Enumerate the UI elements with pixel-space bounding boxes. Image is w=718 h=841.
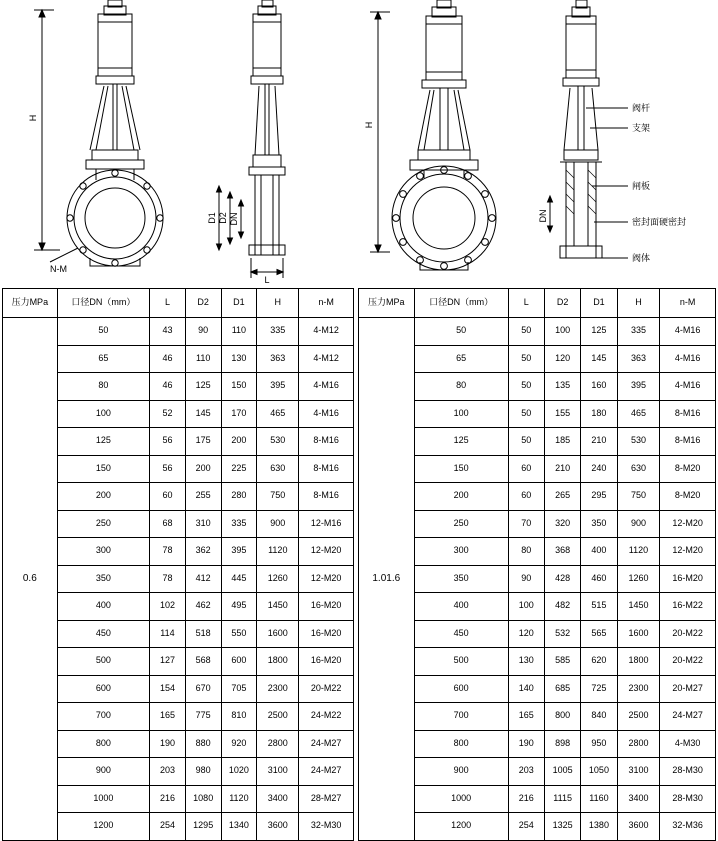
cell-l: 80 [508,538,544,566]
cell-d1: 180 [581,400,617,428]
cell-nm: 4-M30 [660,730,716,758]
cell-nm: 28-M30 [660,785,716,813]
cell-dn: 1200 [414,813,508,841]
cell-d1: 125 [581,318,617,346]
cell-nm: 32-M30 [299,813,354,841]
cell-dn: 700 [414,703,508,731]
cell-h: 3400 [257,785,299,813]
cell-d1: 400 [581,538,617,566]
cell-h: 530 [617,428,660,456]
cell-d1: 160 [581,373,617,401]
cell-h: 465 [257,400,299,428]
svg-text:H: H [28,114,38,122]
cell-nm: 20-M22 [299,675,354,703]
cell-dn: 150 [414,455,508,483]
cell-d2: 90 [185,318,221,346]
svg-text:N-M: N-M [50,264,67,274]
cell-d1: 1020 [221,758,257,786]
cell-h: 2500 [257,703,299,731]
cell-nm: 24-M27 [660,703,716,731]
cell-nm: 4-M16 [660,345,716,373]
cell-dn: 350 [414,565,508,593]
cell-d1: 1340 [221,813,257,841]
cell-l: 60 [508,483,544,511]
cell-h: 2500 [617,703,660,731]
cell-l: 190 [150,730,186,758]
cell-dn: 800 [57,730,149,758]
cell-dn: 800 [414,730,508,758]
cell-l: 43 [150,318,186,346]
cell-d2: 145 [185,400,221,428]
table-body-right [359,318,716,841]
cell-d2: 1005 [544,758,580,786]
cell-l: 90 [508,565,544,593]
th-d2: D2 [185,289,221,318]
svg-text:密封面硬密封: 密封面硬密封 [632,217,687,227]
th-l: L [508,289,544,318]
cell-nm: 16-M20 [660,565,716,593]
cell-dn: 1000 [57,785,149,813]
th-l: L [150,289,186,318]
svg-text:支架: 支架 [632,123,651,133]
cell-d1: 170 [221,400,257,428]
th-h: H [257,289,299,318]
cell-d2: 185 [544,428,580,456]
th-pressure: 压力MPa [359,289,415,318]
cell-d1: 920 [221,730,257,758]
cell-d1: 1050 [581,758,617,786]
cell-d1: 335 [221,510,257,538]
cell-nm: 32-M36 [660,813,716,841]
cell-nm: 8-M16 [299,455,354,483]
pressure-cell: 1.01.6 [359,318,415,841]
cell-l: 50 [508,318,544,346]
cell-h: 900 [617,510,660,538]
cell-h: 3100 [257,758,299,786]
cell-h: 1120 [257,538,299,566]
cell-d2: 110 [185,345,221,373]
cell-d2: 462 [185,593,221,621]
cell-nm: 4-M16 [299,400,354,428]
cell-dn: 65 [414,345,508,373]
cell-d2: 585 [544,648,580,676]
cell-nm: 28-M30 [660,758,716,786]
cell-h: 3600 [617,813,660,841]
cell-d2: 255 [185,483,221,511]
cell-l: 154 [150,675,186,703]
cell-h: 1260 [617,565,660,593]
cell-l: 50 [508,345,544,373]
cell-h: 630 [257,455,299,483]
cell-d1: 515 [581,593,617,621]
cell-d1: 705 [221,675,257,703]
cell-h: 3100 [617,758,660,786]
cell-h: 395 [257,373,299,401]
th-dn: 口径DN（mm） [414,289,508,318]
cell-h: 3400 [617,785,660,813]
cell-d2: 1295 [185,813,221,841]
cell-l: 216 [508,785,544,813]
svg-text:DN: DN [538,209,548,223]
cell-dn: 300 [57,538,149,566]
cell-l: 52 [150,400,186,428]
cell-l: 114 [150,620,186,648]
cell-nm: 8-M16 [660,428,716,456]
cell-d2: 125 [185,373,221,401]
cell-d2: 175 [185,428,221,456]
cell-dn: 700 [57,703,149,731]
cell-l: 100 [508,593,544,621]
table-header-row [359,289,716,318]
cell-l: 120 [508,620,544,648]
cell-d2: 368 [544,538,580,566]
cell-l: 203 [508,758,544,786]
cell-d2: 1325 [544,813,580,841]
cell-nm: 20-M22 [660,620,716,648]
cell-dn: 125 [414,428,508,456]
cell-d1: 445 [221,565,257,593]
cell-l: 78 [150,538,186,566]
th-nm: n-M [660,289,716,318]
cell-dn: 600 [414,675,508,703]
cell-d2: 482 [544,593,580,621]
cell-l: 50 [508,428,544,456]
cell-d2: 135 [544,373,580,401]
cell-l: 165 [150,703,186,731]
cell-d1: 395 [221,538,257,566]
cell-dn: 500 [414,648,508,676]
cell-nm: 4-M16 [660,373,716,401]
cell-d1: 110 [221,318,257,346]
cell-h: 363 [257,345,299,373]
cell-d1: 810 [221,703,257,731]
cell-h: 3600 [257,813,299,841]
cell-nm: 4-M16 [660,318,716,346]
cell-dn: 125 [57,428,149,456]
cell-dn: 50 [414,318,508,346]
th-d2: D2 [544,289,580,318]
cell-nm: 16-M20 [299,593,354,621]
svg-text:L: L [264,275,270,285]
table-body-left [3,318,354,841]
cell-l: 102 [150,593,186,621]
cell-d1: 460 [581,565,617,593]
cell-h: 2800 [617,730,660,758]
cell-dn: 450 [414,620,508,648]
cell-dn: 300 [414,538,508,566]
cell-l: 68 [150,510,186,538]
th-nm: n-M [299,289,354,318]
cell-dn: 100 [414,400,508,428]
cell-h: 1600 [257,620,299,648]
cell-h: 335 [257,318,299,346]
svg-text:阀杆: 阀杆 [632,103,651,113]
cell-d2: 200 [185,455,221,483]
cell-d2: 800 [544,703,580,731]
table-row [359,318,716,346]
cell-d1: 1380 [581,813,617,841]
cell-nm: 8-M16 [299,428,354,456]
cell-d2: 532 [544,620,580,648]
cell-l: 127 [150,648,186,676]
th-dn: 口径DN（mm） [57,289,149,318]
cell-d2: 428 [544,565,580,593]
cell-d1: 280 [221,483,257,511]
cell-l: 46 [150,345,186,373]
cell-nm: 20-M22 [660,648,716,676]
cell-h: 900 [257,510,299,538]
cell-h: 750 [257,483,299,511]
cell-h: 1800 [257,648,299,676]
cell-d1: 1120 [221,785,257,813]
cell-nm: 8-M20 [660,483,716,511]
cell-l: 56 [150,455,186,483]
cell-h: 335 [617,318,660,346]
cell-d2: 980 [185,758,221,786]
cell-d1: 130 [221,345,257,373]
cell-nm: 12-M20 [299,565,354,593]
cell-dn: 150 [57,455,149,483]
valve-side-section-view [205,0,345,285]
cell-nm: 24-M27 [299,758,354,786]
cell-d2: 265 [544,483,580,511]
cell-d1: 840 [581,703,617,731]
svg-text:阀体: 阀体 [632,253,651,263]
cell-l: 190 [508,730,544,758]
cell-l: 254 [150,813,186,841]
cell-h: 2800 [257,730,299,758]
cell-h: 530 [257,428,299,456]
cell-nm: 4-M12 [299,345,354,373]
cell-d1: 240 [581,455,617,483]
cell-d2: 155 [544,400,580,428]
cell-dn: 200 [414,483,508,511]
cell-d1: 145 [581,345,617,373]
pressure-cell: 0.6 [3,318,58,841]
cell-dn: 400 [57,593,149,621]
svg-text:DN: DN [229,212,239,226]
cell-d2: 898 [544,730,580,758]
cell-dn: 500 [57,648,149,676]
cell-l: 46 [150,373,186,401]
cell-dn: 900 [57,758,149,786]
cell-dn: 900 [414,758,508,786]
cell-d1: 600 [221,648,257,676]
cell-d1: 495 [221,593,257,621]
cell-l: 203 [150,758,186,786]
cell-dn: 400 [414,593,508,621]
cell-nm: 16-M20 [299,620,354,648]
cell-d1: 150 [221,373,257,401]
cell-h: 1450 [617,593,660,621]
cell-nm: 16-M20 [299,648,354,676]
cell-dn: 250 [414,510,508,538]
cell-nm: 4-M16 [299,373,354,401]
cell-nm: 12-M20 [660,538,716,566]
cell-d1: 210 [581,428,617,456]
cell-h: 1260 [257,565,299,593]
cell-h: 630 [617,455,660,483]
valve-section-callout-view [528,0,718,285]
cell-nm: 16-M22 [660,593,716,621]
cell-d2: 100 [544,318,580,346]
table-row [3,318,354,346]
cell-h: 2300 [257,675,299,703]
cell-dn: 200 [57,483,149,511]
cell-d2: 568 [185,648,221,676]
cell-nm: 4-M12 [299,318,354,346]
cell-nm: 8-M16 [660,400,716,428]
th-h: H [617,289,660,318]
cell-dn: 600 [57,675,149,703]
cell-h: 1450 [257,593,299,621]
cell-d2: 320 [544,510,580,538]
cell-nm: 8-M16 [299,483,354,511]
cell-d1: 200 [221,428,257,456]
cell-l: 60 [150,483,186,511]
cell-dn: 65 [57,345,149,373]
cell-dn: 350 [57,565,149,593]
cell-dn: 1000 [414,785,508,813]
th-pressure: 压力MPa [3,289,58,318]
cell-d2: 880 [185,730,221,758]
cell-d2: 518 [185,620,221,648]
cell-d2: 412 [185,565,221,593]
cell-dn: 80 [57,373,149,401]
drawing-area [0,0,718,285]
cell-h: 1600 [617,620,660,648]
cell-d1: 950 [581,730,617,758]
cell-dn: 100 [57,400,149,428]
cell-d2: 1115 [544,785,580,813]
svg-text:D1: D1 [207,212,217,224]
cell-nm: 12-M20 [660,510,716,538]
cell-d1: 350 [581,510,617,538]
svg-text:闸板: 闸板 [632,181,651,191]
cell-l: 70 [508,510,544,538]
specification-tables [0,288,718,841]
cell-d2: 1080 [185,785,221,813]
spec-table-pn06 [2,288,354,841]
cell-d1: 295 [581,483,617,511]
valve-pneumatic-front-view [360,0,525,285]
cell-l: 165 [508,703,544,731]
cell-d1: 620 [581,648,617,676]
cell-l: 56 [150,428,186,456]
cell-h: 2300 [617,675,660,703]
cell-l: 254 [508,813,544,841]
cell-dn: 1200 [57,813,149,841]
cell-h: 395 [617,373,660,401]
cell-h: 1120 [617,538,660,566]
th-d1: D1 [221,289,257,318]
cell-d2: 670 [185,675,221,703]
cell-h: 1800 [617,648,660,676]
cell-l: 60 [508,455,544,483]
cell-nm: 28-M27 [299,785,354,813]
cell-l: 50 [508,400,544,428]
cell-l: 78 [150,565,186,593]
cell-d1: 550 [221,620,257,648]
cell-dn: 80 [414,373,508,401]
cell-l: 140 [508,675,544,703]
cell-d2: 685 [544,675,580,703]
cell-nm: 24-M22 [299,703,354,731]
svg-text:D2: D2 [218,212,228,224]
cell-nm: 12-M16 [299,510,354,538]
cell-l: 130 [508,648,544,676]
cell-d1: 1160 [581,785,617,813]
cell-h: 465 [617,400,660,428]
svg-text:H: H [364,121,374,129]
cell-d1: 565 [581,620,617,648]
cell-nm: 20-M27 [660,675,716,703]
cell-l: 50 [508,373,544,401]
cell-dn: 50 [57,318,149,346]
cell-h: 363 [617,345,660,373]
cell-d2: 362 [185,538,221,566]
spec-table-pn1016 [358,288,716,841]
cell-dn: 450 [57,620,149,648]
table-header-row [3,289,354,318]
cell-d1: 725 [581,675,617,703]
cell-d2: 775 [185,703,221,731]
cell-dn: 250 [57,510,149,538]
cell-nm: 24-M27 [299,730,354,758]
cell-d2: 120 [544,345,580,373]
cell-l: 216 [150,785,186,813]
cell-d2: 210 [544,455,580,483]
cell-d2: 310 [185,510,221,538]
valve-front-view [20,0,200,285]
cell-nm: 8-M20 [660,455,716,483]
cell-nm: 12-M20 [299,538,354,566]
th-d1: D1 [581,289,617,318]
cell-h: 750 [617,483,660,511]
cell-d1: 225 [221,455,257,483]
